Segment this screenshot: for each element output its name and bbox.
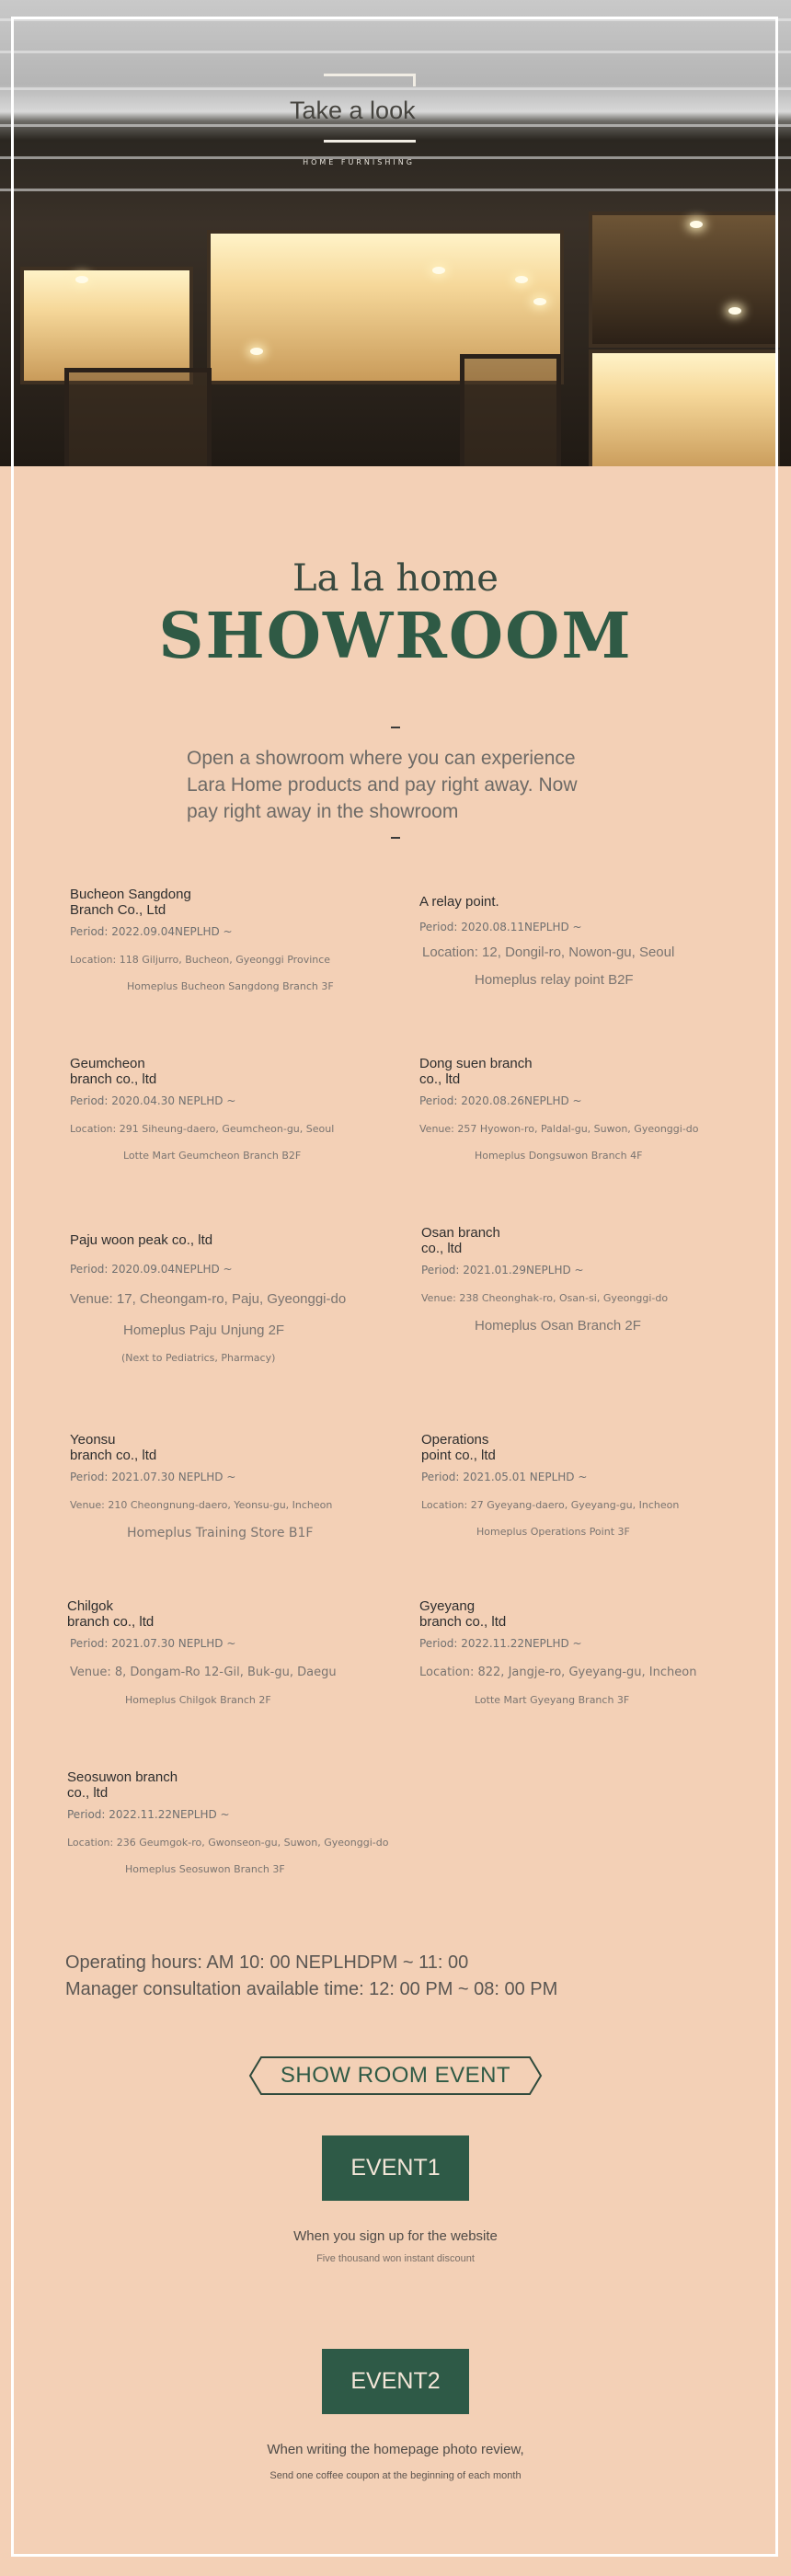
- branch-store: Homeplus Bucheon Sangdong Branch 3F: [127, 980, 334, 992]
- branch-card: [67, 1598, 398, 1706]
- event-banner-title: SHOW ROOM EVENT: [280, 2063, 511, 2088]
- branch-name: A relay point.: [419, 894, 499, 910]
- branch-name: Gyeyang: [419, 1598, 476, 1614]
- branch-store: Homeplus Seosuwon Branch 3F: [125, 1863, 285, 1875]
- branch-name-line2: co., ltd: [67, 1785, 109, 1801]
- intro-text: [187, 745, 619, 825]
- branch-card: [70, 1056, 401, 1162]
- branch-store: Homeplus Chilgok Branch 2F: [125, 1694, 271, 1706]
- branch-name: Yeonsu: [70, 1432, 116, 1448]
- intro-line: Lara Home products and pay right away. Now: [187, 774, 578, 796]
- event2-button[interactable]: EVENT2: [322, 2349, 469, 2414]
- branch-name: Osan branch: [421, 1225, 500, 1241]
- branch-period: Period: 2021.05.01 NEPLHD ~: [421, 1471, 588, 1483]
- branch-store: Homeplus relay point B2F: [475, 972, 634, 988]
- operating-hours-line: Operating hours: AM 10: 00 NEPLHDPM ~ 11: 00: [65, 1952, 469, 1973]
- branch-period: Period: 2022.09.04NEPLHD ~: [70, 925, 233, 938]
- sign-title: Take a look: [290, 97, 416, 124]
- event1-button[interactable]: EVENT1: [322, 2135, 469, 2201]
- branch-period: Period: 2021.01.29NEPLHD ~: [421, 1264, 584, 1277]
- branch-location: Venue: 17, Cheongam-ro, Paju, Gyeonggi-do: [70, 1291, 347, 1307]
- branch-name: Bucheon Sangdong: [70, 887, 191, 902]
- branch-name-line2: co., ltd: [419, 1071, 461, 1087]
- branch-name-line2: branch co., ltd: [70, 1448, 157, 1463]
- branch-card: [421, 1432, 752, 1538]
- divider-bottom: [391, 837, 400, 839]
- branch-card: [70, 1432, 401, 1540]
- event1-subtext: Five thousand won instant discount: [316, 2253, 475, 2264]
- branch-name: Seosuwon branch: [67, 1769, 178, 1785]
- branch-period: Period: 2022.11.22NEPLHD ~: [67, 1808, 230, 1821]
- branch-card: [70, 1232, 401, 1364]
- branch-name: Dong suen branch: [419, 1056, 533, 1071]
- branch-card: [419, 1056, 751, 1162]
- branch-period: Period: 2022.11.22NEPLHD ~: [419, 1637, 582, 1650]
- event2-subtext: Send one coffee coupon at the beginning of each month: [269, 2470, 522, 2481]
- intro-line: pay right away in the showroom: [187, 801, 459, 822]
- branch-name: Geumcheon: [70, 1056, 145, 1071]
- branch-period: Period: 2021.07.30 NEPLHD ~: [70, 1471, 236, 1483]
- brand-name: La la home: [292, 557, 499, 600]
- branch-store: Homeplus Paju Unjung 2F: [123, 1322, 285, 1338]
- operating-hours: [65, 1950, 709, 2003]
- branch-name-line2: branch co., ltd: [67, 1614, 155, 1630]
- branch-name: Paju woon peak co., ltd: [70, 1232, 213, 1248]
- event-banner: [248, 2055, 543, 2096]
- divider-top: [391, 727, 400, 728]
- branch-name: Chilgok: [67, 1598, 114, 1614]
- branch-location: Venue: 257 Hyowon-ro, Paldal-gu, Suwon, Gyeonggi-do: [419, 1123, 699, 1135]
- branch-card: [70, 887, 401, 992]
- branch-name: Operations: [421, 1432, 489, 1448]
- branch-location: Location: 822, Jangje-ro, Gyeyang-gu, Incheon: [419, 1666, 697, 1679]
- hero-storefront-image: [0, 0, 791, 466]
- branch-period: Period: 2020.09.04NEPLHD ~: [70, 1263, 233, 1276]
- branch-card: [419, 894, 751, 988]
- branch-store: Homeplus Training Store B1F: [127, 1526, 314, 1540]
- branch-store: Lotte Mart Geumcheon Branch B2F: [123, 1150, 302, 1162]
- branch-card: [421, 1225, 752, 1334]
- branch-period: Period: 2020.08.26NEPLHD ~: [419, 1094, 582, 1107]
- branch-card: [67, 1769, 398, 1875]
- branch-location: Location: 27 Gyeyang-daero, Gyeyang-gu, Incheon: [421, 1499, 680, 1511]
- branch-name-line2: branch co., ltd: [419, 1614, 507, 1630]
- branch-store: Homeplus Dongsuwon Branch 4F: [475, 1150, 643, 1162]
- consultation-hours-line: Manager consultation available time: 12: 00 PM ~ 08: 00 PM: [65, 1979, 558, 1999]
- sign-subtitle: HOME FURNISHING: [303, 158, 415, 166]
- branch-location: Location: 236 Geumgok-ro, Gwonseon-gu, Suwon, Gyeonggi-do: [67, 1837, 389, 1849]
- branch-period: Period: 2020.04.30 NEPLHD ~: [70, 1094, 236, 1107]
- branch-period: Period: 2021.07.30 NEPLHD ~: [70, 1637, 236, 1650]
- event2-description: When writing the homepage photo review,: [267, 2442, 524, 2457]
- branch-location: Venue: 238 Cheonghak-ro, Osan-si, Gyeonggi-do: [421, 1292, 669, 1304]
- branch-note: (Next to Pediatrics, Pharmacy): [121, 1352, 276, 1364]
- branch-location: Venue: 8, Dongam-Ro 12-Gil, Buk-gu, Daegu: [70, 1666, 337, 1679]
- branch-card: [419, 1598, 751, 1706]
- branch-name-line2: Branch Co., Ltd: [70, 902, 166, 918]
- branch-store: Homeplus Operations Point 3F: [476, 1526, 630, 1538]
- event1-description: When you sign up for the website: [293, 2228, 498, 2244]
- branch-name-line2: co., ltd: [421, 1241, 463, 1256]
- branch-name-line2: point co., ltd: [421, 1448, 496, 1463]
- branch-location: Location: 118 Giljurro, Bucheon, Gyeonggi Province: [70, 954, 331, 966]
- page-title: SHOWROOM: [158, 600, 633, 673]
- branch-store: Homeplus Osan Branch 2F: [475, 1318, 641, 1334]
- intro-line: Open a showroom where you can experience: [187, 748, 576, 769]
- branch-location: Location: 291 Siheung-daero, Geumcheon-gu, Seoul: [70, 1123, 335, 1135]
- branch-store: Lotte Mart Gyeyang Branch 3F: [475, 1694, 630, 1706]
- branch-location: Venue: 210 Cheongnung-daero, Yeonsu-gu, Incheon: [70, 1499, 333, 1511]
- branch-name-line2: branch co., ltd: [70, 1071, 157, 1087]
- branch-location: Location: 12, Dongil-ro, Nowon-gu, Seoul: [422, 945, 675, 960]
- branch-period: Period: 2020.08.11NEPLHD ~: [419, 921, 582, 933]
